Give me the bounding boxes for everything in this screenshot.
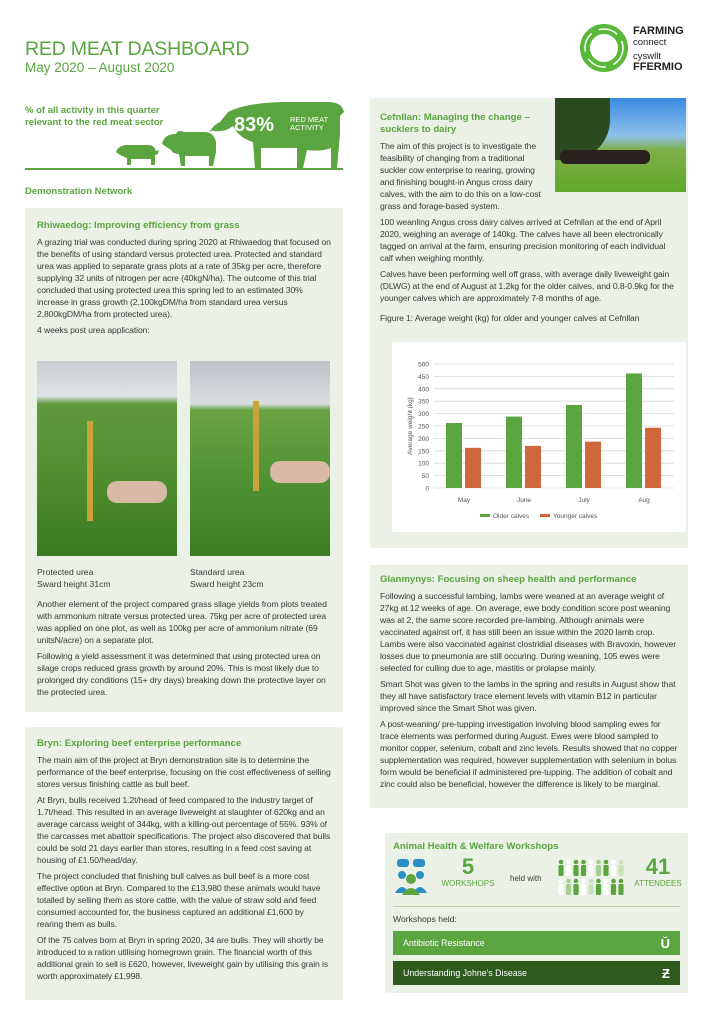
divider (25, 168, 343, 170)
person-icon (573, 879, 578, 895)
person-icon (596, 860, 601, 876)
bar-older-calves (446, 423, 462, 488)
y-tick-label: 400 (418, 386, 429, 394)
bar-older-calves (566, 405, 582, 488)
y-tick-label: 150 (418, 448, 429, 456)
paragraph: The project concluded that finishing bull calves as bull beef is a more cost effective option at Bryn. Compared to the £13,980 these animals would have totalled by selling them as store cattle, with the value of straw sold and feed consumed accounted for, the business captured an additional £1,600 by rearing them as bulls. (37, 871, 321, 929)
section-heading: Animal Health & Welfare Workshops (393, 841, 559, 852)
section-heading: Rhiwaedog: Improving efficiency from grass (37, 220, 240, 231)
activity-label: % of all activity in this quarter relevant to the red meat sector (25, 105, 164, 128)
photo-caption: Standard urea (190, 567, 245, 577)
person-icon (558, 860, 563, 876)
legend-label: Younger calves (553, 513, 598, 520)
paragraph: Following a successful lambing, lambs were weaned at an average weight of 27kg at 12 weeks of age. On average, ewe body condition score post weaning was at 2, the same score recorded pre-lambing. Although animals were vaccinated against orf, it has still been an issue within the 2020 lamb crop. Lambs were also vaccinated against clostridial diseases with Bravoxin, however losses due to pneumonia are still occuring. During weaning, 105 ewes were selected for culling due to age, mastitis or prolapse mainly. (380, 591, 676, 673)
paragraph: Following a yield assessment it was determined that using protected urea on silage crops reduced grass growth by around 20%. This is most likely due to prolonged dry conditions (15+ dry days) breaking down the protective layer on the protected urea. (37, 651, 326, 697)
logo-text: FARMING connect cyswllt FFERMIO (633, 25, 684, 73)
workshop-item: Understanding Johne's Disease Ƶ (393, 961, 680, 985)
attendees-people-icon (558, 859, 628, 897)
x-tick-label: June (516, 497, 532, 504)
workshops-section: Animal Health & Welfare Workshops 5 WORKSHOPS held with 41 ATTENDEES Workshops held: Antibiotic Resistance Ŭ Understanding Johne's Disease Ƶ (385, 833, 688, 993)
paragraph: The main aim of the project at Bryn demonstration site is to determine the performance of the beef enterprise, focusing on the cost effectiveness of selling stores versus finishing cattle as bull beef. (37, 755, 331, 789)
section-heading: Glanmynys: Focusing on sheep health and performance (380, 574, 637, 585)
bar-older-calves (506, 417, 522, 488)
y-axis-label: Average weight (kg) (407, 397, 414, 455)
y-tick-label: 300 (418, 411, 429, 419)
workshop-count: 5 (461, 854, 475, 879)
section-heading: Bryn: Exploring beef enterprise performance (37, 738, 242, 749)
person-icon (611, 879, 616, 895)
legend-swatch (480, 514, 490, 517)
paragraph: Calves have been performing well off grass, with average daily liveweight gain (DLWG) at the end of August at 1.2kg for the older calves, and 0.8-0.9kg for the younger calves which are approximately 7-8 months of age. (380, 269, 674, 303)
x-tick-label: Aug (638, 497, 650, 504)
paragraph: 4 weeks post urea application: (37, 325, 150, 335)
paragraph: A post-weaning/ pre-tupping investigation involving blood sampling ewes for trace elements was performed during August. Ewes were blood sampled to monitor copper, selenium, cobalt and zinc levels. Results showed that no copper supplementation was required, however supplementation with selenium in bolus form would be beneficial if administered pre-tupping. The addition of cobalt and zinc could also be beneficial, however the difference is likely to be marginal. (380, 719, 678, 789)
bar-younger-calves (465, 448, 481, 488)
y-tick-label: 200 (418, 435, 429, 443)
section-heading: Cefnllan: Managing the change – sucklers to dairy (380, 112, 530, 135)
section-label: Demonstration Network (25, 186, 133, 197)
photo-caption: Protected urea (37, 567, 94, 577)
y-tick-label: 500 (418, 361, 429, 369)
bar-older-calves (626, 373, 642, 488)
svg-text:ACTIVITY: ACTIVITY (290, 123, 324, 132)
y-tick-label: 450 (418, 373, 429, 381)
y-tick-label: 0 (425, 485, 429, 493)
person-icon (611, 860, 616, 876)
farming-connect-logo (578, 22, 713, 78)
rhiwaedog-section (25, 208, 343, 712)
cow-head-icon: Ŭ (660, 935, 670, 951)
bar-younger-calves (525, 446, 541, 488)
cow-icon: Ƶ (662, 965, 670, 981)
figure-caption: Figure 1: Average weight (kg) for older and younger calves at Cefnllan (380, 313, 640, 323)
person-icon (581, 879, 586, 895)
person-icon (573, 860, 578, 876)
person-icon (618, 879, 623, 895)
workshops-held-label: Workshops held: (393, 914, 457, 924)
person-icon (581, 860, 586, 876)
legend-label: Older calves (493, 513, 530, 520)
discussion-group-icon (395, 859, 427, 895)
y-tick-label: 50 (421, 473, 429, 481)
cow-icon (209, 102, 344, 168)
paragraph: Another element of the project compared grass silage yields from plots treated with ammonium nitrate versus protected urea. 75kg per acre of protected urea was applied on one plot, as well as 100kg per acre of ammonium nitrate (69 unitsN/acre) on a separate plot. (37, 599, 327, 645)
calves-photo (555, 98, 686, 192)
activity-value: 83% (234, 114, 275, 136)
pig-icon (116, 145, 159, 165)
workshop-item: Antibiotic Resistance Ŭ (393, 931, 680, 955)
standard-urea-photo (190, 361, 330, 556)
paragraph: 100 weanling Angus cross dairy calves arrived at Cefnllan at the end of April 2020, weighing an average of 140kg. The calves have all been electronically tagged on arrival at the farm, ensuring precision monitoring of each individual calf when weighing monthly. (380, 217, 666, 263)
person-icon (603, 860, 608, 876)
paragraph: Smart Shot was given to the lambs in the spring and results in August show that they all have satisfactory trace element levels with vitamin B12 in particular improved since the Smart Shot was given. (380, 679, 676, 713)
paragraph: A grazing trial was conducted during spring 2020 at Rhiwaedog that focused on the benefits of using standard versus protected urea. Protected and standard urea was applied to separate grass plots at a rate of 35kg per acre, therefore supplying 32 units of nitrogen per acre (40kgN/ha). The outcome of this trial concluded that using protected urea this spring led to an estimated 30% increase in grass growth (2,100kgDM/ha from standard urea versus 2,800kgDM/ha from protected urea). (37, 237, 331, 319)
calf-weight-chart (392, 342, 686, 532)
paragraph: Of the 75 calves born at Bryn in spring 2020, 34 are bulls. They will shortly be introduced to a ration utilising homegrown grain. The financial worth of this additional grain to sell is £620, however, liveweight gain by utilising this grain is worth approximately £1,998. (37, 935, 329, 981)
page-subtitle: May 2020 – August 2020 (25, 60, 175, 75)
y-tick-label: 250 (418, 423, 429, 431)
person-icon (603, 879, 608, 895)
bar-younger-calves (645, 428, 661, 488)
person-icon (566, 879, 571, 895)
livestock-silhouettes-icon (110, 98, 345, 170)
person-icon (558, 879, 563, 895)
person-icon (588, 879, 593, 895)
paragraph: The aim of this project is to investigate the feasibility of changing from a traditional suckler cow enterprise to rearing, growing and finishing bought-in Angus cross dairy calves, with the aim to do this on a low-cost grass and forage-based system. (380, 141, 541, 211)
person-icon (618, 860, 623, 876)
page-title: RED MEAT DASHBOARD (25, 38, 250, 60)
legend-swatch (540, 514, 550, 517)
logo-ring-icon (578, 22, 630, 74)
photo-caption: Sward height 23cm (190, 579, 264, 589)
svg-text:RED MEAT: RED MEAT (290, 115, 329, 124)
protected-urea-photo (37, 361, 177, 556)
x-tick-label: May (457, 497, 471, 504)
paragraph: At Bryn, bulls received 1.2t/head of feed compared to the industry target of 1.7t/head. This resulted in an average liveweight at slaughter of 620kg and an average carcass weight of 344kg, with a killing-out percentage of 55%. 93% of the carcasses met abattoir specifications. The project also discovered that bulls could be sold 21 days earlier than stores, resulting in a feed cost saving at housing of £1.50/head/day. (37, 795, 331, 865)
bryn-section (25, 727, 343, 1000)
attendee-count: 41 (645, 854, 671, 879)
x-tick-label: July (578, 497, 590, 504)
glanmynys-section (370, 565, 688, 808)
person-icon (566, 860, 571, 876)
person-icon (596, 879, 601, 895)
person-icon (588, 860, 593, 876)
y-tick-label: 350 (418, 398, 429, 406)
bar-younger-calves (585, 442, 601, 488)
photo-caption: Sward height 31cm (37, 579, 111, 589)
y-tick-label: 100 (418, 460, 429, 468)
sheep-icon (162, 131, 216, 166)
